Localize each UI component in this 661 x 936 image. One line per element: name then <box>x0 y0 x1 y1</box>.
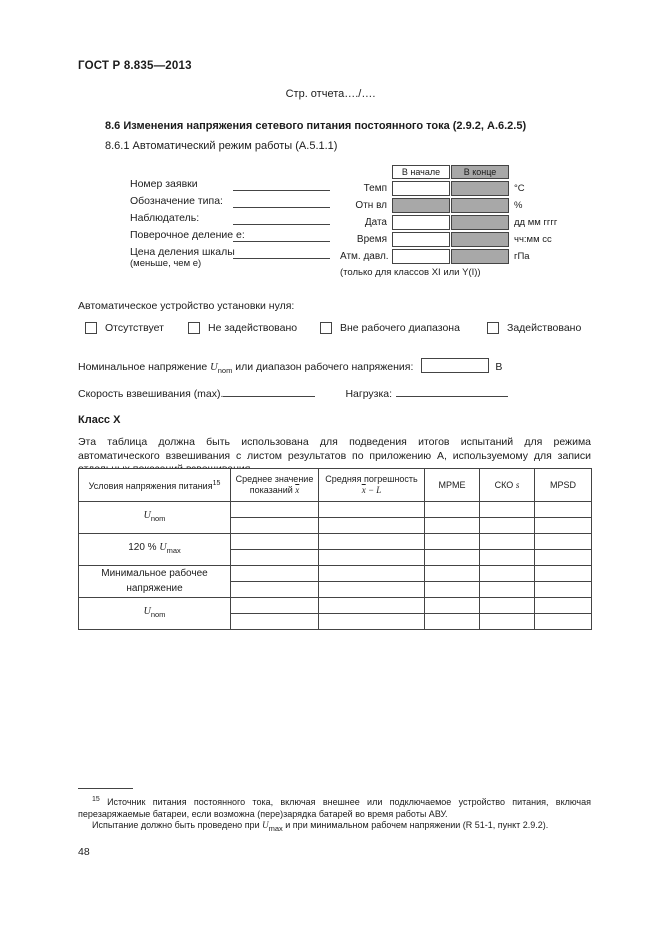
env-row-time <box>340 232 557 247</box>
header-text: Среднее значение <box>235 474 314 484</box>
condition-120-umax <box>79 534 231 566</box>
env-cell-temperature-start[interactable] <box>392 181 450 196</box>
result-cell[interactable] <box>480 566 535 582</box>
zero-device-label: Автоматическое устройство установки нуля: <box>78 300 295 312</box>
env-header-end: В конце <box>451 165 509 179</box>
table-intro-paragraph: Эта таблица должна быть использована для подведения итогов испытаний для режима автоматического взвешивания с листом результатов по приложению А, используемому для записи <box>78 436 591 462</box>
result-cell[interactable] <box>480 550 535 566</box>
u-symbol: U <box>143 510 151 521</box>
env-row-date <box>340 215 557 230</box>
env-label-time: Время <box>356 234 387 245</box>
speed-load-line <box>78 386 508 400</box>
footnote-paragraph-2 <box>78 820 591 834</box>
footnote-text: и при минимальном рабочем напряжении (R 51-1, пункт 2.9.2). <box>282 820 549 830</box>
u-subscript: nom <box>150 610 166 619</box>
field-label-type-designation: Обозначение типа: <box>130 195 223 207</box>
result-cell[interactable] <box>425 518 480 534</box>
result-cell[interactable] <box>425 598 480 614</box>
result-cell[interactable] <box>535 534 592 550</box>
speed-input-line[interactable] <box>223 386 315 397</box>
footnote-text: Испытание должно быть проведено при <box>92 820 263 830</box>
footnote-separator <box>78 788 133 789</box>
s-symbol: s <box>515 479 520 490</box>
footnote-ref: 15 <box>212 480 221 487</box>
env-row-temperature <box>340 181 557 196</box>
voltage-text-pre: Номинальное напряжение <box>78 361 211 373</box>
header-text: СКО <box>494 479 516 490</box>
result-cell[interactable] <box>480 518 535 534</box>
result-cell[interactable] <box>535 518 592 534</box>
condition-unom-2 <box>79 598 231 630</box>
load-label: Нагрузка: <box>345 388 393 400</box>
field-line-verification-division[interactable] <box>233 241 330 242</box>
u-symbol: U <box>210 362 218 373</box>
zero-device-options <box>0 322 661 338</box>
field-label-scale-division: Цена деления шкалы <box>130 246 235 258</box>
col-header-mean-indication <box>231 469 319 502</box>
result-cell[interactable] <box>231 550 319 566</box>
result-cell[interactable] <box>480 534 535 550</box>
option-out-of-range[interactable] <box>320 322 460 334</box>
result-cell[interactable] <box>231 502 319 518</box>
env-unit-time: чч:мм сс <box>514 234 552 245</box>
result-cell[interactable] <box>319 614 425 630</box>
doc-number: ГОСТ Р 8.835—2013 <box>78 60 192 72</box>
result-cell[interactable] <box>231 582 319 598</box>
table-row <box>79 534 592 550</box>
result-cell[interactable] <box>425 582 480 598</box>
env-cell-pressure-end[interactable] <box>451 249 509 264</box>
result-cell[interactable] <box>480 614 535 630</box>
result-cell[interactable] <box>319 502 425 518</box>
report-page-counter: Стр. отчета…./…. <box>285 88 376 100</box>
col-header-mpsd: MPSD <box>535 469 592 502</box>
env-cell-time-start[interactable] <box>392 232 450 247</box>
env-unit-humidity: % <box>514 200 523 211</box>
result-cell[interactable] <box>319 534 425 550</box>
checkbox-absent[interactable] <box>85 322 97 334</box>
u-symbol: U <box>262 820 269 830</box>
x-bar-symbol: $\overline{x}$ <box>295 485 300 495</box>
result-cell[interactable] <box>319 550 425 566</box>
u-symbol: U <box>159 542 167 553</box>
condition-text: 120 % <box>128 542 160 553</box>
option-engaged[interactable] <box>487 322 581 334</box>
results-header-row <box>79 469 592 502</box>
footnote <box>78 788 591 834</box>
env-label-date: Дата <box>364 217 387 228</box>
voltage-input-box[interactable] <box>421 358 489 373</box>
field-line-scale-division[interactable] <box>233 258 330 259</box>
section-heading: 8.6 Изменения напряжения сетевого питания постоянного тока (2.9.2, А.6.2.5) <box>105 120 527 132</box>
subsection-heading: 8.6.1 Автоматический режим работы (А.5.1.1) <box>105 140 338 152</box>
condition-text: Минимальное рабочее напряжение <box>101 568 208 594</box>
col-header-sko <box>480 469 535 502</box>
checkbox-label: Отсутствует <box>105 322 164 334</box>
result-cell[interactable] <box>535 598 592 614</box>
result-cell[interactable] <box>425 566 480 582</box>
result-cell[interactable] <box>535 550 592 566</box>
field-line-observer[interactable] <box>233 224 330 225</box>
result-cell[interactable] <box>480 582 535 598</box>
footnote-marker: 15 <box>92 796 100 803</box>
env-cell-date-start[interactable] <box>392 215 450 230</box>
u-subscript: nom <box>150 514 166 523</box>
col-header-mean-error <box>319 469 425 502</box>
minus-L-symbol: − L <box>365 485 382 495</box>
u-subscript: nom <box>217 366 233 376</box>
env-cell-humidity-end[interactable] <box>451 198 509 213</box>
result-cell[interactable] <box>535 614 592 630</box>
x-bar-symbol: $\overline{x}$ <box>361 485 366 495</box>
footnote-paragraph-1 <box>78 794 591 820</box>
checkbox-engaged[interactable] <box>487 322 499 334</box>
field-label-verification-division: Поверочное деление e: <box>130 229 245 241</box>
condition-unom-1 <box>79 502 231 534</box>
checkbox-label: Вне рабочего диапазона <box>340 322 460 334</box>
result-cell[interactable] <box>425 502 480 518</box>
result-cell[interactable] <box>535 582 592 598</box>
result-cell[interactable] <box>425 614 480 630</box>
env-cell-temperature-end[interactable] <box>451 181 509 196</box>
env-note: (только для классов XI или Y(I)) <box>340 267 481 278</box>
checkbox-out-of-range[interactable] <box>320 322 332 334</box>
checkbox-label: Не задействовано <box>208 322 298 334</box>
header-text: Средняя погрешность <box>325 474 418 484</box>
field-label-observer: Наблюдатель: <box>130 212 200 224</box>
voltage-text-post: или диапазон рабочего напряжения: <box>232 361 414 373</box>
env-row-pressure <box>340 249 557 264</box>
result-cell[interactable] <box>231 534 319 550</box>
env-cell-date-end[interactable] <box>451 215 509 230</box>
env-header-start: В начале <box>392 165 450 179</box>
class-heading: Класс X <box>78 414 121 426</box>
result-cell[interactable] <box>425 550 480 566</box>
env-label-pressure: Атм. давл. <box>340 251 389 262</box>
field-line-application-number[interactable] <box>233 190 330 191</box>
result-cell[interactable] <box>425 534 480 550</box>
application-form <box>0 168 661 303</box>
result-cell[interactable] <box>319 518 425 534</box>
environment-table <box>340 165 557 278</box>
env-cell-humidity-start[interactable] <box>392 198 450 213</box>
env-cell-pressure-start[interactable] <box>392 249 450 264</box>
result-cell[interactable] <box>319 566 425 582</box>
col-header-mpme: МРМЕ <box>425 469 480 502</box>
env-row-humidity <box>340 198 557 213</box>
field-label-application-number: Номер заявки <box>130 178 198 190</box>
table-row <box>79 502 592 518</box>
result-cell[interactable] <box>231 598 319 614</box>
nominal-voltage-line <box>78 358 502 375</box>
page-number: 48 <box>78 846 90 858</box>
field-line-type-designation[interactable] <box>233 207 330 208</box>
option-not-engaged[interactable] <box>188 322 297 334</box>
col-header-supply-conditions <box>79 469 231 502</box>
u-subscript: max <box>268 823 283 833</box>
result-cell[interactable] <box>231 614 319 630</box>
option-absent[interactable] <box>85 322 164 334</box>
footnote-text: Источник питания постоянного тока, включая внешнее или подключаемое устройство питания, включая перезаряжаемые батареи, если возможна (пере)зарядка батарей во время работы АВУ. <box>78 797 591 819</box>
env-label-temperature: Темп <box>363 183 387 194</box>
checkbox-label: Задействовано <box>507 322 582 334</box>
table-row <box>79 598 592 614</box>
load-input-line[interactable] <box>396 386 508 397</box>
field-label-scale-division-note: (меньше, чем e) <box>130 258 202 269</box>
env-unit-pressure: гПа <box>514 251 530 262</box>
env-header-row <box>340 165 557 179</box>
header-text: показаний <box>249 485 296 495</box>
result-cell[interactable] <box>319 582 425 598</box>
condition-min-voltage <box>79 566 231 598</box>
result-cell[interactable] <box>480 502 535 518</box>
checkbox-not-engaged[interactable] <box>188 322 200 334</box>
env-label-humidity: Отн вл <box>355 200 387 211</box>
results-table <box>78 468 592 630</box>
result-cell[interactable] <box>480 598 535 614</box>
voltage-unit: В <box>495 361 503 373</box>
env-cell-time-end[interactable] <box>451 232 509 247</box>
speed-label: Скорость взвешивания (max). <box>78 388 224 400</box>
result-cell[interactable] <box>535 502 592 518</box>
header-text: Условия напряжения питания <box>88 481 213 491</box>
result-cell[interactable] <box>231 566 319 582</box>
table-row <box>79 566 592 582</box>
u-symbol: U <box>143 606 151 617</box>
result-cell[interactable] <box>231 518 319 534</box>
result-cell[interactable] <box>535 566 592 582</box>
env-unit-date: дд мм гггг <box>514 217 558 228</box>
result-cell[interactable] <box>319 598 425 614</box>
u-subscript: max <box>166 546 181 555</box>
env-unit-temperature: °С <box>514 183 525 194</box>
